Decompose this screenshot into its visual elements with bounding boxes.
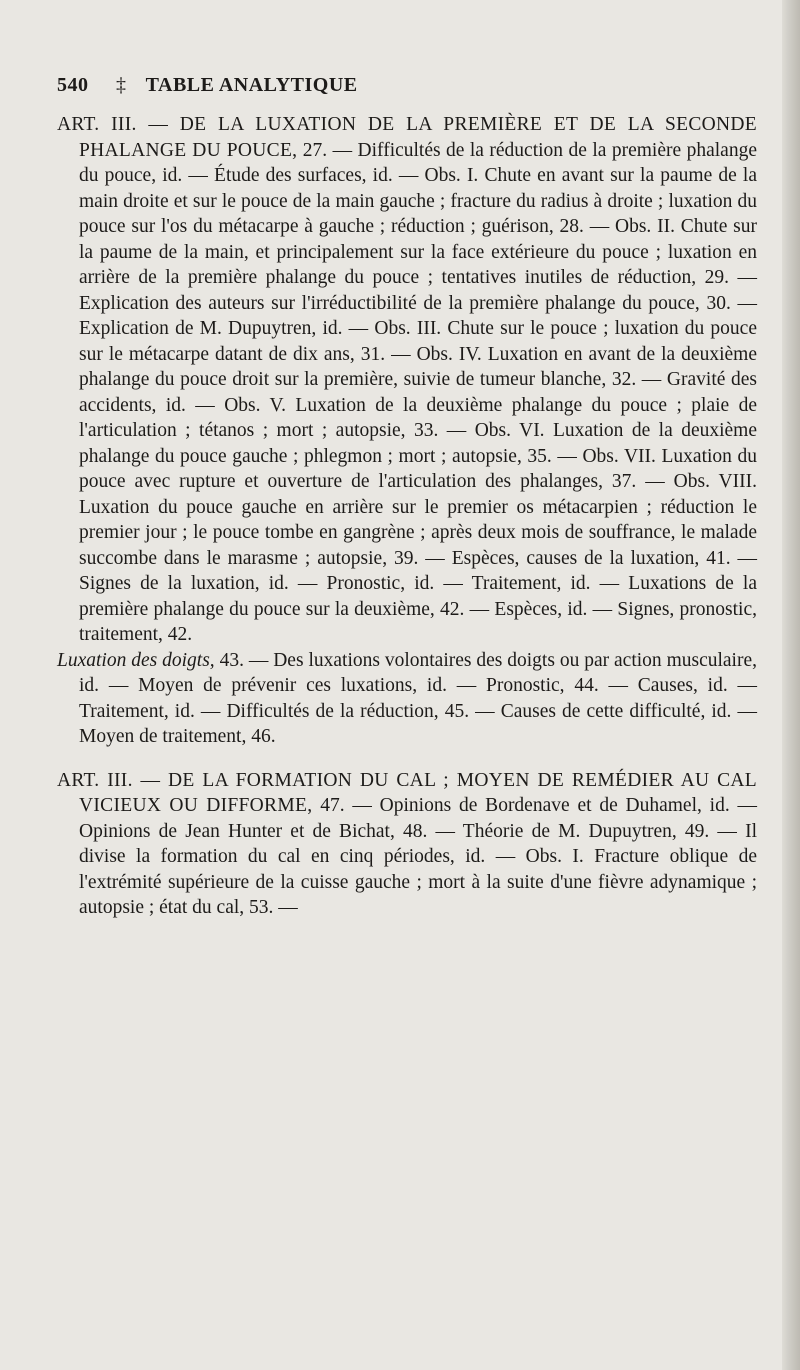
entry-heading: ART. III. — DE LA FORMATION DU CAL ; MOYEN DE REMÉDIER AU CAL VICIEUX OU DIFFORME, (57, 769, 757, 816)
entry-body: 27. — Difficultés de la réduction de la première phalange du pouce, id. — Étude des surfaces, id. — Obs. I. Chute en avant sur la paume de la main droite et sur le pouce de la main gauche ; fracture du radius à droite ; luxation du pouce sur l'os du métacarpe à gauche ; réduction ; guérison, 28. — Obs. II. Chute sur la paume de la main, et principalement sur la face extérieure du pouce ; luxation en arrière de la première phalange du pouce ; tentatives inutiles de réduction, 29. — Explication des auteurs sur l'irréductibilité de la première phalange du pouce, 30. — Explication de M. Dupuytren, id. — Obs. III. Chute sur le pouce ; luxation du pouce sur le métacarpe datant de dix ans, 31. — Obs. IV. Luxation en avant de la deuxième phalange du pouce droit sur la première, suivie de tumeur blanche, 32. — Gravité des accidents, id. — Obs. V. Luxation de la deuxième phalange du pouce ; plaie de l'articulation ; tétanos ; mort ; autopsie, 33. — Obs. VI. Luxation de la deuxième phalange du pouce gauche ; phlegmon ; mort ; autopsie, 35. — Obs. VII. Luxation du pouce avec rupture et ouverture de l'articulation des phalanges, 37. — Obs. VIII. Luxation du pouce gauche en arrière sur le premier os métacarpien ; réduction le premier jour ; le pouce tombe en gangrène ; après deux mois de souffrance, le malade succombe dans le marasme ; autopsie, 39. — Espèces, causes de la luxation, 41. — Signes de la luxation, id. — Pronostic, id. — Traitement, id. — Luxations de la première phalange du pouce sur la deuxième, 42. — Espèces, id. — Signes, pronostic, traitement, 42. (79, 139, 757, 645)
entry-luxation-pouce (57, 112, 757, 648)
page-number: 540 (57, 74, 89, 96)
entry-body: 43. — Des luxations volontaires des doigts ou par action musculaire, id. — Moyen de prévenir ces luxations, id. — Pronostic, 44. — Causes, id. — Traitement, id. — Difficultés de la réduction, 45. — Causes de cette difficulté, id. — Moyen de traitement, 46. (79, 649, 757, 747)
entry-heading: ART. III. — DE LA LUXATION DE LA PREMIÈRE ET DE LA SECONDE PHALANGE DU POUCE, (57, 114, 757, 161)
entry-heading: Luxation des doigts, (57, 649, 215, 671)
index-text (57, 112, 757, 939)
entry-luxation-doigts (57, 648, 757, 750)
header-title: TABLE ANALYTIQUE (145, 74, 358, 96)
header-ornament: ‡ (116, 74, 127, 96)
running-header (57, 74, 757, 104)
entry-body: 47. — Opinions de Bordenave et de Duhamel, id. — Opinions de Jean Hunter et de Bichat, 48. — Théorie de M. Dupuytren, 49. — Il divise la formation du cal en cinq périodes, id. — Obs. I. Fracture oblique de l'extrémité supérieure de la cuisse gauche ; mort à la suite d'une fièvre adynamique ; autopsie ; état du cal, 53. — (79, 795, 758, 918)
page-edge-shadow (782, 0, 800, 1370)
entry-formation-cal (57, 768, 757, 921)
